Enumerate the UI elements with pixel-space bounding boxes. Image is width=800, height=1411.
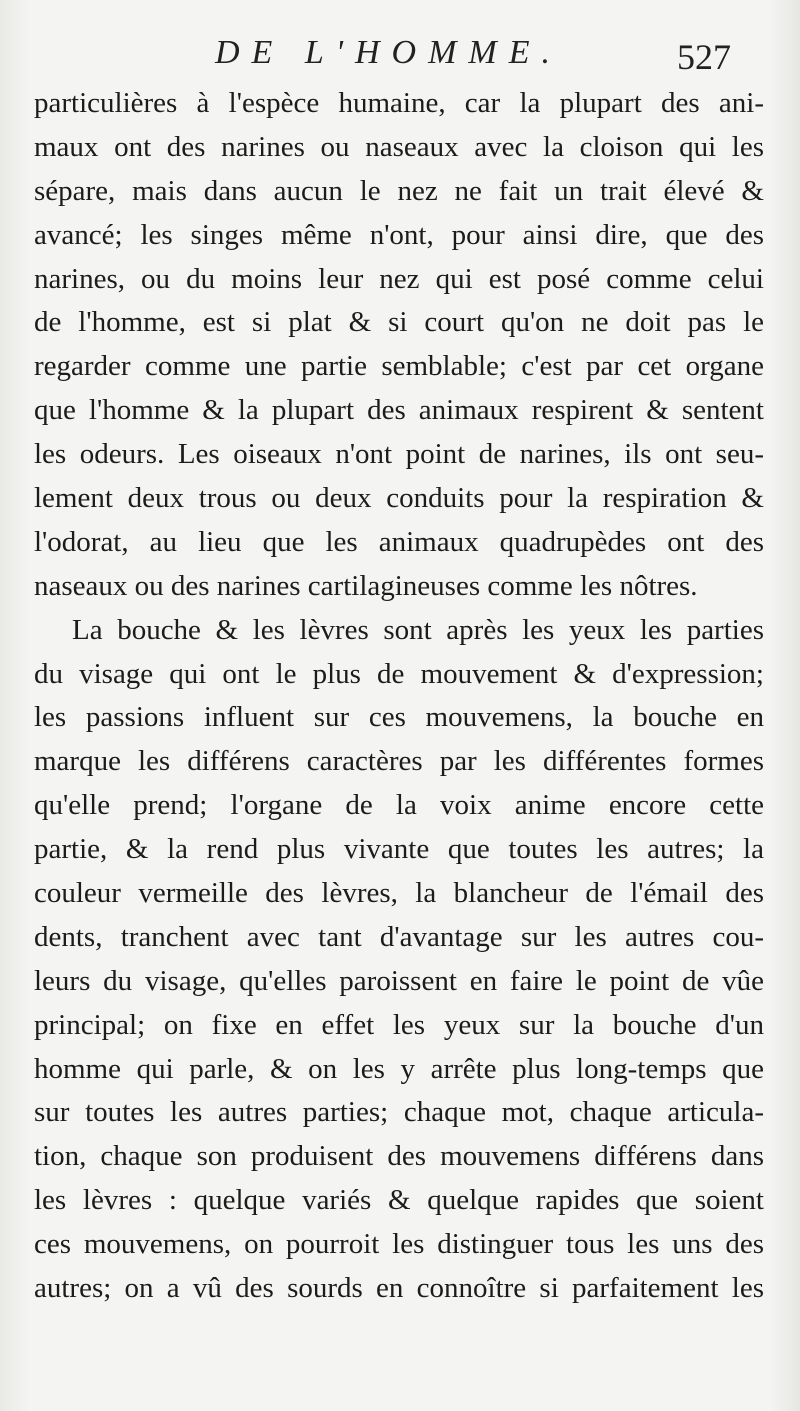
text-line: sépare, mais dans aucun le nez ne fait un trait élevé & — [34, 174, 764, 207]
text-line: tion, chaque son produisent des mouvemens différens dans — [34, 1140, 764, 1173]
text-line: principal; on fixe en effet les yeux sur la bouche d'un — [34, 1008, 764, 1041]
page-header — [0, 34, 800, 84]
text-line: de l'homme, est si plat & si court qu'on ne doit pas le — [34, 306, 764, 339]
text-line: lement deux trous ou deux conduits pour la respiration & — [34, 482, 764, 515]
page-number: 527 — [677, 37, 731, 77]
paragraph — [34, 82, 764, 609]
text-line: particulières à l'espèce humaine, car la plupart des ani- — [34, 87, 764, 119]
text-line: leurs du visage, qu'elles paroissent en faire le point de vûe — [34, 964, 764, 997]
text-line: sur toutes les autres parties; chaque mot, chaque articula- — [34, 1096, 764, 1129]
text-line: dents, tranchent avec tant d'avantage sur les autres cou- — [34, 920, 764, 953]
text-line: autres; on a vû des sourds en connoître si parfaitement les — [34, 1272, 764, 1305]
body-text — [34, 82, 764, 1311]
text-line: avancé; les singes même n'ont, pour ainsi dire, que des — [34, 218, 764, 251]
text-line: les lèvres : quelque variés & quelque rapides que soient — [34, 1184, 764, 1217]
text-line: La bouche & les lèvres sont après les yeux les parties — [72, 613, 764, 646]
text-line: les passions influent sur ces mouvemens, la bouche en — [34, 701, 764, 734]
text-line: homme qui parle, & on les y arrête plus long-temps que — [34, 1052, 764, 1085]
running-title: DE L'HOMME. — [215, 34, 563, 71]
paragraph — [34, 609, 764, 1311]
text-line: regarder comme une partie semblable; c'est par cet organe — [34, 350, 764, 383]
text-line: que l'homme & la plupart des animaux respirent & sentent — [34, 394, 764, 427]
text-line: naseaux ou des narines cartilagineuses comme les nôtres. — [34, 569, 698, 602]
text-line: narines, ou du moins leur nez qui est posé comme celui — [34, 262, 764, 295]
text-line: partie, & la rend plus vivante que toutes les autres; la — [34, 833, 764, 866]
text-line: les odeurs. Les oiseaux n'ont point de narines, ils ont seu- — [34, 438, 764, 471]
text-line: ces mouvemens, on pourroit les distinguer tous les uns des — [34, 1228, 764, 1261]
text-line: maux ont des narines ou naseaux avec la cloison qui les — [34, 130, 764, 163]
text-line: qu'elle prend; l'organe de la voix anime encore cette — [34, 789, 764, 822]
text-line: l'odorat, au lieu que les animaux quadrupèdes ont des — [34, 525, 764, 558]
text-line: marque les différens caractères par les différentes formes — [34, 745, 764, 778]
text-line: couleur vermeille des lèvres, la blancheur de l'émail des — [34, 877, 764, 910]
text-line: du visage qui ont le plus de mouvement & d'expression; — [34, 657, 764, 690]
